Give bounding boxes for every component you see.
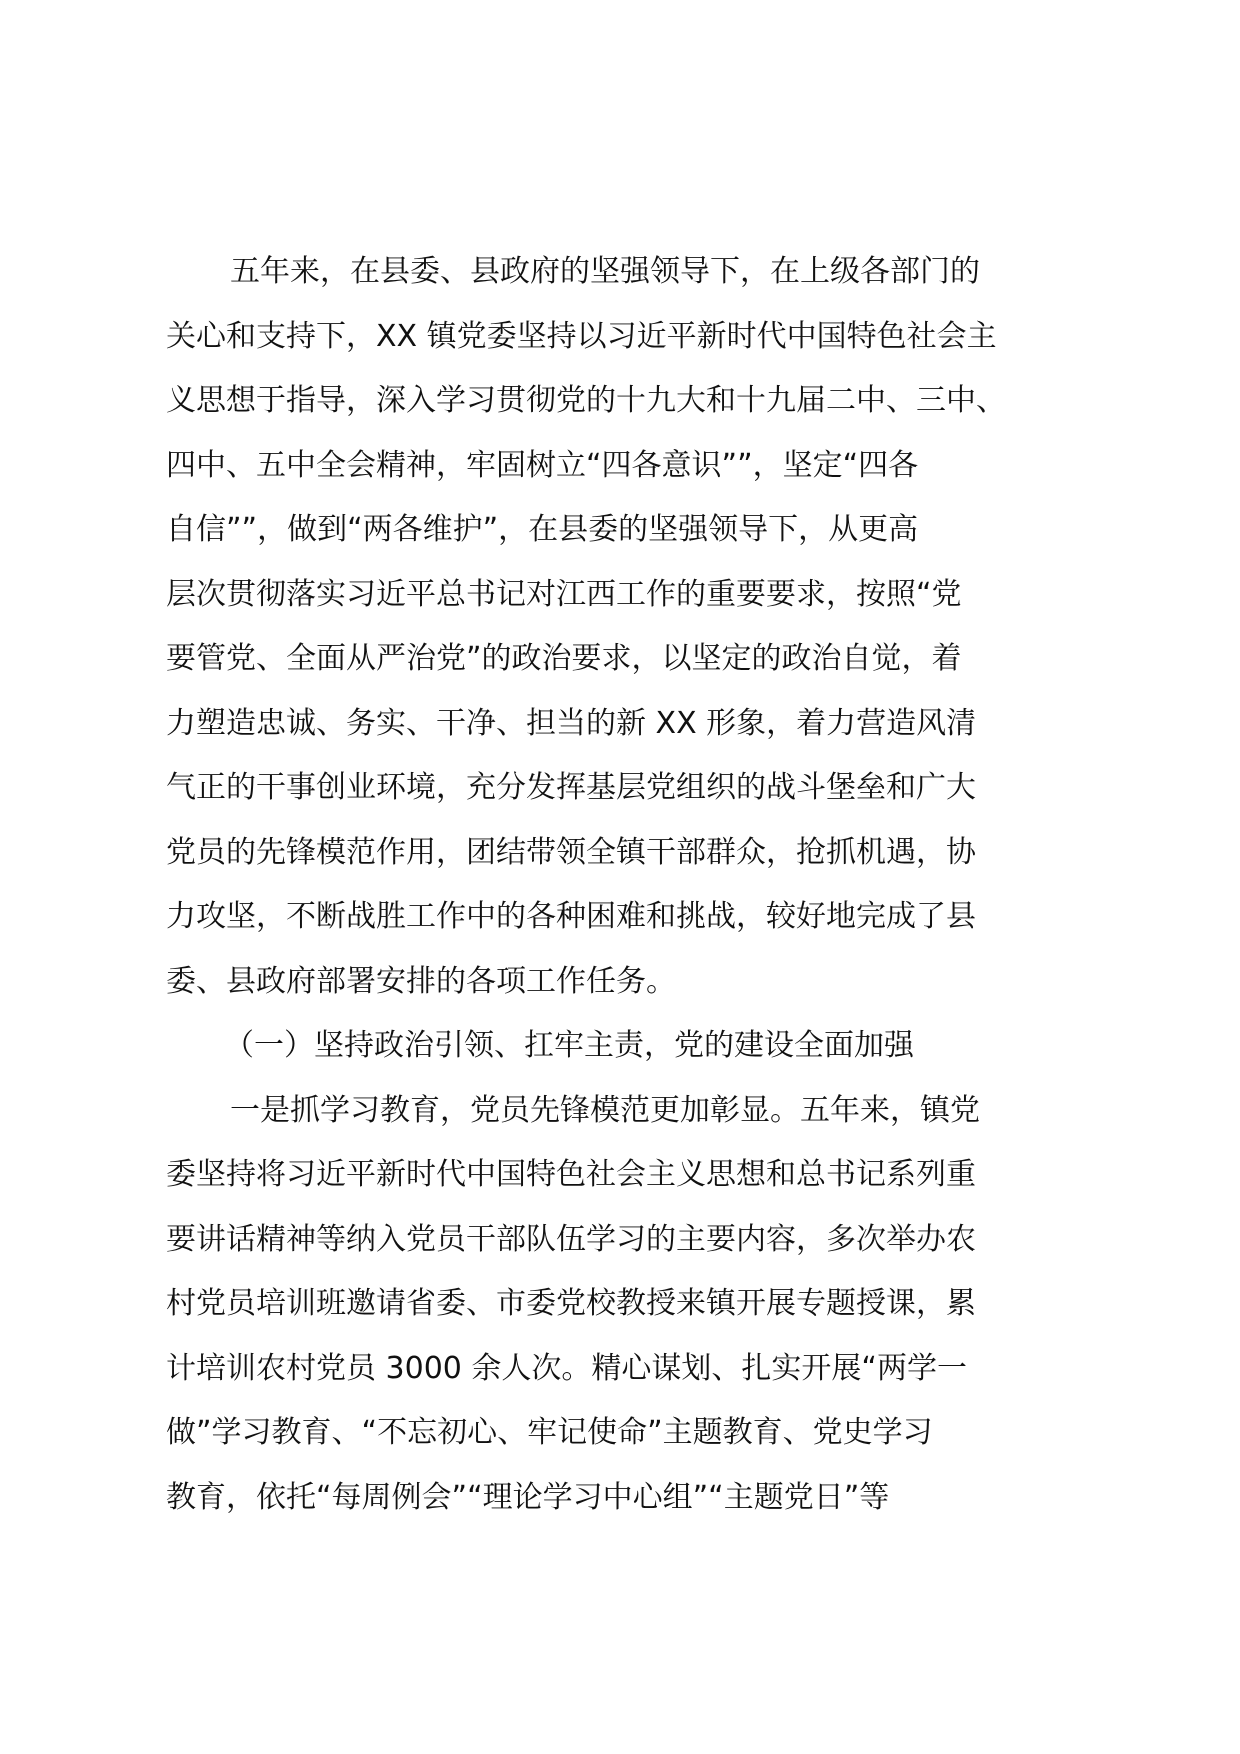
section-heading: （一）坚持政治引领、扛牢主责，党的建设全面加强 bbox=[224, 1028, 914, 1063]
body-text bbox=[166, 240, 1096, 1530]
paragraph-line: 关心和支持下，XX 镇党委坚持以习近平新时代中国特色社会主 bbox=[166, 318, 997, 354]
paragraph-line: 做”学习教育、“不忘初心、牢记使命”主题教育、党史学习 bbox=[166, 1415, 933, 1450]
paragraph-line: 气正的干事创业环境，充分发挥基层党组织的战斗堡垒和广大 bbox=[166, 770, 976, 805]
paragraph-line: 村党员培训班邀请省委、市委党校教授来镇开展专题授课，累 bbox=[166, 1286, 976, 1321]
paragraph-line: 一是抓学习教育，党员先锋模范更加彰显。五年来，镇党 bbox=[230, 1092, 980, 1128]
paragraph-line: 自信””，做到“两各维护”，在县委的坚强领导下，从更高 bbox=[166, 512, 919, 547]
paragraph-line: 层次贯彻落实习近平总书记对江西工作的重要要求，按照“党 bbox=[166, 576, 962, 612]
paragraph-line: 教育，依托“每周例会”“理论学习中心组”“主题党日”等 bbox=[166, 1479, 890, 1515]
paragraph-line: 力攻坚，不断战胜工作中的各种困难和挑战，较好地完成了县 bbox=[166, 899, 976, 934]
paragraph-line: 五年来，在县委、县政府的坚强领导下，在上级各部门的 bbox=[230, 254, 980, 289]
paragraph-line: 计培训农村党员 3000 余人次。精心谋划、扎实开展“两学一 bbox=[166, 1350, 967, 1386]
paragraph-line: 党员的先锋模范作用，团结带领全镇干部群众，抢抓机遇，协 bbox=[166, 834, 976, 870]
paragraph-line: 义思想于指导，深入学习贯彻党的十九大和十九届二中、三中、 bbox=[166, 383, 1006, 418]
paragraph-line: 要管党、全面从严治党”的政治要求，以坚定的政治自觉，着 bbox=[166, 641, 962, 676]
paragraph-line: 委坚持将习近平新时代中国特色社会主义思想和总书记系列重 bbox=[166, 1157, 976, 1192]
paragraph-line: 四中、五中全会精神，牢固树立“四各意识””，坚定“四各 bbox=[166, 447, 919, 483]
paragraph-line: 力塑造忠诚、务实、干净、担当的新 XX 形象，着力营造风清 bbox=[166, 705, 977, 741]
paragraph-line: 委、县政府部署安排的各项工作任务。 bbox=[166, 963, 676, 999]
paragraph-line: 要讲话精神等纳入党员干部队伍学习的主要内容，多次举办农 bbox=[166, 1221, 976, 1257]
